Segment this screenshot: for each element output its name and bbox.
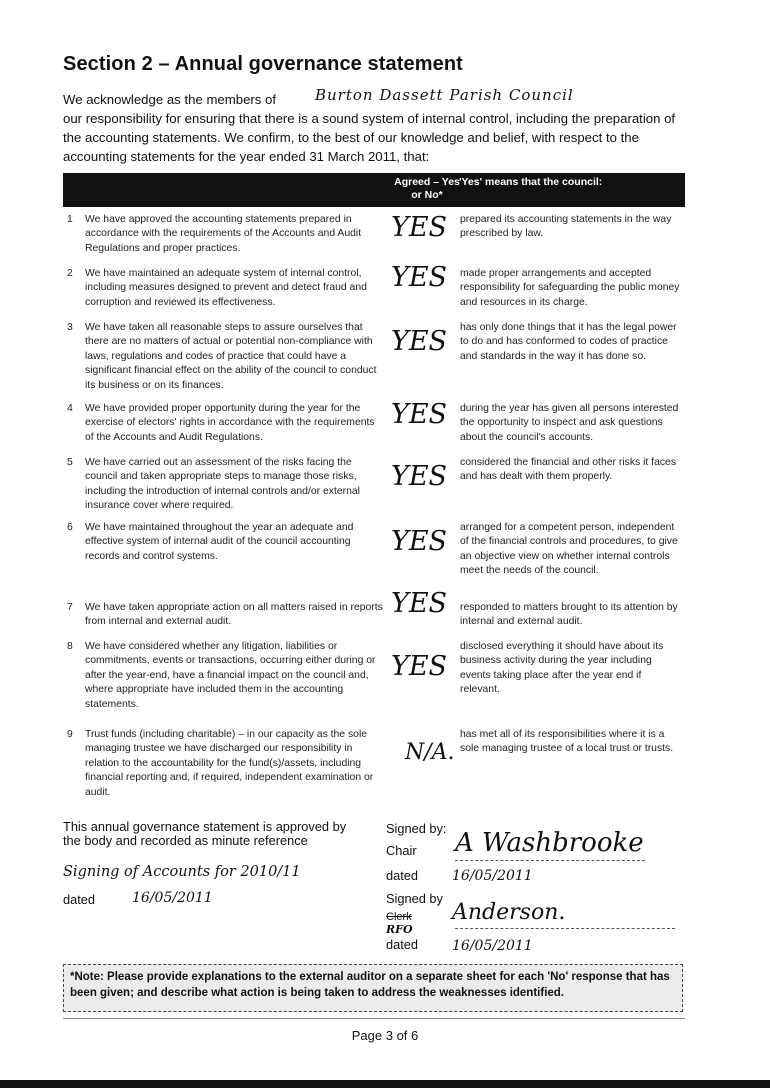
approval-dated-label: dated bbox=[63, 892, 96, 907]
rfo-signature-line bbox=[455, 928, 675, 929]
signed-by-label: Signed by: bbox=[386, 821, 447, 836]
row-statement: We have considered whether any litigation, liabilities or commitments, events or transactions, occurring either during or after the year-end, have a financial impact on the council and, where appropriate have included them in the accounting statements. bbox=[85, 641, 376, 710]
row-statement: We have taken all reasonable steps to assure ourselves that there are no matters of actual or potential non-compliance with laws, regulations and codes of practice that could have a significant financial effect on the ability of the council to conduct its business or on its finances. bbox=[85, 322, 377, 391]
row-answer-handwritten: YES bbox=[391, 212, 448, 243]
minute-reference-handwritten: Signing of Accounts for 2010/11 bbox=[63, 864, 301, 880]
row-statement: Trust funds (including charitable) – in our capacity as the sole managing trustee we have discharged our responsibility in relation to the accountability for the fund(s)/assets, including financial reporting and, if required, independent examination or audit. bbox=[85, 729, 374, 798]
chair-date-handwritten: 16/05/2011 bbox=[452, 868, 533, 884]
row-meaning: has only done things that it has the legal power to do and has conformed to codes of practice and standards in the way it has done so. bbox=[460, 322, 677, 362]
approval-date-handwritten: 16/05/2011 bbox=[132, 890, 213, 906]
rfo-date-handwritten: 16/05/2011 bbox=[452, 938, 533, 954]
yes-meaning-column-header: 'Yes' means that the council: bbox=[459, 176, 603, 188]
intro-body: our responsibility for ensuring that there is a sound system of internal control, including the preparation of the accounting statements. We confirm, to the best of our knowledge and belief, with respect to the accounting statements for the year ended 31 March 2011, that: bbox=[63, 111, 676, 164]
row-statement: We have maintained an adequate system of internal control, including measures designed to prevent and detect fraud and corruption and reviewed its effectiveness. bbox=[85, 268, 367, 308]
rfo-label-handwritten: RFO bbox=[386, 923, 413, 936]
row-statement: We have approved the accounting statements prepared in accordance with the requirements of the Accounts and Audit Regulations and proper practices. bbox=[85, 214, 362, 254]
chair-signature: A Washbrooke bbox=[455, 828, 644, 858]
row-answer-handwritten: YES bbox=[391, 651, 448, 682]
row-answer-handwritten: YES bbox=[391, 399, 448, 430]
row-meaning: considered the financial and other risks it faces and has dealt with them properly. bbox=[460, 457, 677, 483]
row-meaning: has met all of its responsibilities where it is a sole managing trustee of a local trust or trusts. bbox=[460, 729, 674, 755]
council-name-handwritten: Burton Dassett Parish Council bbox=[315, 86, 574, 104]
row-answer-handwritten: YES bbox=[391, 461, 448, 492]
row-meaning: responded to matters brought to its attention by internal and external audit. bbox=[460, 602, 678, 628]
section-title: Section 2 – Annual governance statement bbox=[63, 53, 463, 75]
bottom-edge-bar bbox=[0, 1080, 770, 1088]
row-number: 8 bbox=[67, 641, 73, 652]
page-number: Page 3 of 6 bbox=[351, 1028, 419, 1043]
approval-statement: This annual governance statement is approved by the body and recorded as minute reference bbox=[63, 819, 347, 848]
auditor-note: *Note: Please provide explanations to the external auditor on a separate sheet for each 'No' response that has been given; and describe what action is being taken to address the weaknesses identified. bbox=[63, 964, 683, 1012]
chair-dated-label: dated bbox=[386, 868, 419, 883]
row-number: 5 bbox=[67, 457, 73, 468]
row-answer-handwritten: YES bbox=[391, 262, 448, 293]
row-meaning: made proper arrangements and accepted responsibility for safeguarding the public money and resources in its charge. bbox=[460, 268, 680, 308]
table-header bbox=[63, 173, 685, 207]
row-number: 9 bbox=[67, 729, 73, 740]
row-statement: We have carried out an assessment of the risks facing the council and taken appropriate steps to manage those risks, including the introduction of internal controls and/or external insurance cover where required. bbox=[85, 457, 360, 512]
row-statement: We have maintained throughout the year an adequate and effective system of internal audit of the council accounting records and control systems. bbox=[85, 522, 354, 562]
intro-lead: We acknowledge as the members of bbox=[63, 92, 277, 107]
clerk-label-struck: Clerk bbox=[386, 911, 412, 923]
row-number: 6 bbox=[67, 522, 73, 533]
row-meaning: during the year has given all persons interested the opportunity to inspect and ask questions about the council's accounts. bbox=[460, 403, 679, 443]
row-number: 1 bbox=[67, 214, 73, 225]
agreed-column-header: Agreed – Yes or No* bbox=[394, 176, 460, 201]
row-answer-handwritten: N/A. bbox=[405, 740, 455, 765]
row-meaning: disclosed everything it should have about its business activity during the year including events taking place after the year end if relevant. bbox=[460, 641, 664, 696]
row-number: 4 bbox=[67, 403, 73, 414]
row-number: 3 bbox=[67, 322, 73, 333]
chair-label: Chair bbox=[386, 843, 417, 858]
row-meaning: prepared its accounting statements in the way prescribed by law. bbox=[460, 214, 672, 240]
row-number: 7 bbox=[67, 602, 73, 613]
signed-by-label-2: Signed by bbox=[386, 891, 443, 906]
row-answer-handwritten: YES bbox=[391, 588, 448, 619]
row-answer-handwritten: YES bbox=[391, 526, 448, 557]
row-statement: We have taken appropriate action on all matters raised in reports from internal and external audit. bbox=[85, 602, 383, 628]
row-number: 2 bbox=[67, 268, 73, 279]
row-answer-handwritten: YES bbox=[391, 326, 448, 357]
footer-divider bbox=[63, 1018, 685, 1019]
row-meaning: arranged for a competent person, independent of the financial controls and procedures, to give an objective view on whether internal controls meet the needs of the council. bbox=[460, 522, 678, 577]
row-statement: We have provided proper opportunity during the year for the exercise of electors' rights in accordance with the requirements of the Accounts and Audit Regulations. bbox=[85, 403, 375, 443]
rfo-signature: Anderson. bbox=[452, 900, 566, 925]
chair-signature-line bbox=[455, 860, 645, 861]
rfo-dated-label: dated bbox=[386, 937, 419, 952]
